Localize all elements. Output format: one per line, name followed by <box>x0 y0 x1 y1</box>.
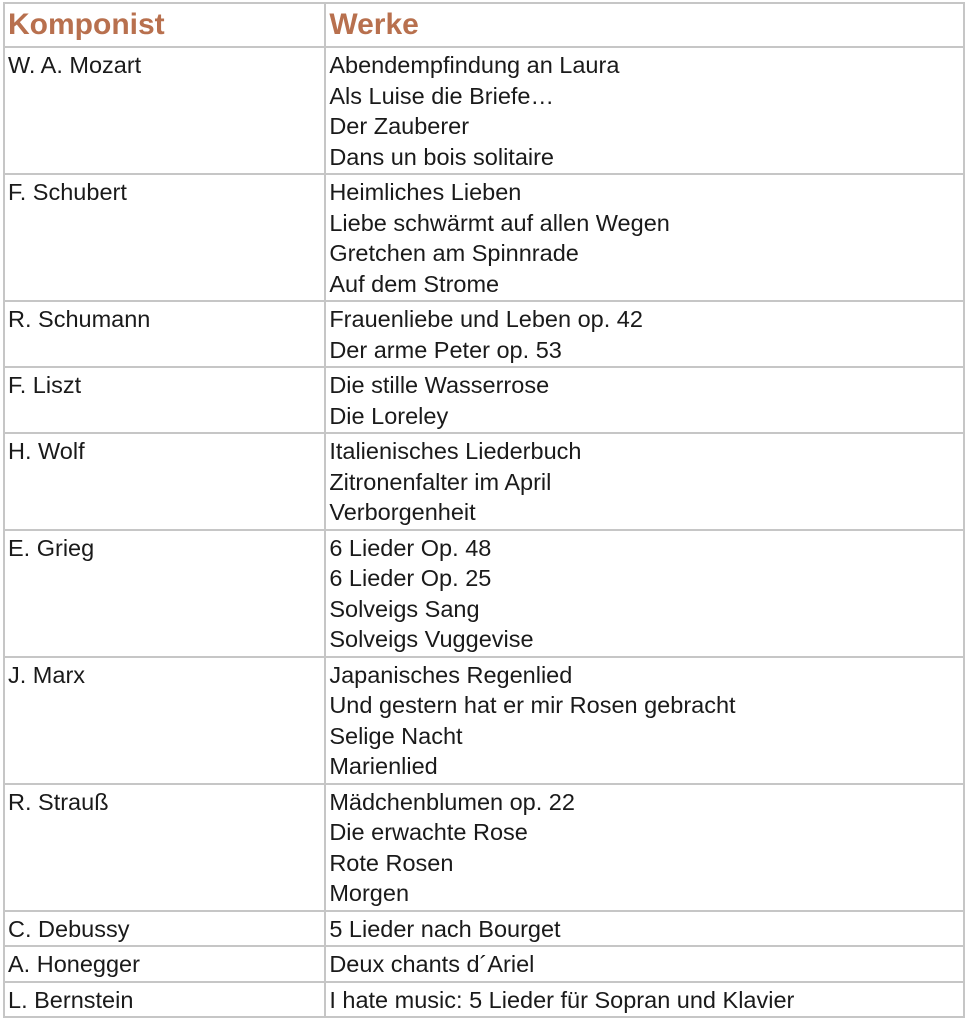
works-cell <box>325 301 964 367</box>
work-title: Der Zauberer <box>329 113 470 139</box>
works-cell <box>325 433 964 530</box>
composer-cell: C. Debussy <box>4 911 325 947</box>
works-cell <box>325 946 964 982</box>
table-row <box>4 433 964 530</box>
works-cell <box>325 530 964 657</box>
work-title: Mädchenblumen op. 22 <box>329 788 575 815</box>
work-title: 6 Lieder Op. 25 <box>329 565 492 591</box>
work-title: Als Luise die Briefe… <box>329 82 554 109</box>
work-title: Liebe schwärmt auf allen Wegen <box>329 209 670 236</box>
work-title: Verborgenheit <box>329 499 476 525</box>
work-title: Japanisches Regenlied <box>329 661 573 688</box>
work-title: I hate music: 5 Lieder für Sopran und Klavier <box>329 986 795 1013</box>
works-cell <box>325 911 964 947</box>
work-title: Die stille Wasserrose <box>329 372 550 398</box>
table-body <box>4 47 964 1017</box>
work-title: Die erwachte Rose <box>329 819 528 845</box>
composer-cell: R. Strauß <box>4 784 325 911</box>
work-title: Gretchen am Spinnrade <box>329 240 579 266</box>
works-cell <box>325 657 964 784</box>
composer-cell: W. A. Mozart <box>4 47 325 174</box>
header-composer: Komponist <box>4 3 325 47</box>
works-cell <box>325 174 964 301</box>
work-title: Rote Rosen <box>329 849 454 876</box>
composer-cell: F. Liszt <box>4 367 325 433</box>
table-header-row <box>4 3 964 47</box>
work-title: Marienlied <box>329 753 438 779</box>
composer-cell: R. Schumann <box>4 301 325 367</box>
work-title: Selige Nacht <box>329 722 463 749</box>
table-row <box>4 982 964 1018</box>
composer-cell: E. Grieg <box>4 530 325 657</box>
work-title: Dans un bois solitaire <box>329 143 555 170</box>
work-title: Und gestern hat er mir Rosen gebracht <box>329 692 736 718</box>
table-row <box>4 784 964 911</box>
repertoire-table <box>3 2 965 1018</box>
table-row <box>4 47 964 174</box>
work-title: Der arme Peter op. 53 <box>329 336 562 363</box>
composer-cell: A. Honegger <box>4 946 325 982</box>
work-title: Abendempfindung an Laura <box>329 52 620 78</box>
work-title: Frauenliebe und Leben op. 42 <box>329 306 643 332</box>
header-works: Werke <box>325 3 964 47</box>
works-cell <box>325 982 964 1018</box>
work-title: Auf dem Strome <box>329 270 500 297</box>
work-title: Italienisches Liederbuch <box>329 438 582 464</box>
work-title: Deux chants d´Ariel <box>329 951 535 977</box>
table-row <box>4 301 964 367</box>
table-row <box>4 911 964 947</box>
composer-cell: J. Marx <box>4 657 325 784</box>
work-title: Zitronenfalter im April <box>329 468 552 495</box>
works-cell <box>325 367 964 433</box>
work-title: 6 Lieder Op. 48 <box>329 534 492 561</box>
table-row <box>4 530 964 657</box>
composer-cell: L. Bernstein <box>4 982 325 1018</box>
works-cell <box>325 784 964 911</box>
table-row <box>4 174 964 301</box>
work-title: Solveigs Sang <box>329 595 480 622</box>
work-title: Solveigs Vuggevise <box>329 626 534 652</box>
table-row <box>4 657 964 784</box>
table-row <box>4 946 964 982</box>
composer-cell: F. Schubert <box>4 174 325 301</box>
work-title: Morgen <box>329 880 410 906</box>
work-title: Die Loreley <box>329 402 449 429</box>
works-cell <box>325 47 964 174</box>
composer-cell: H. Wolf <box>4 433 325 530</box>
work-title: Heimliches Lieben <box>329 179 522 205</box>
work-title: 5 Lieder nach Bourget <box>329 915 561 942</box>
table-row <box>4 367 964 433</box>
